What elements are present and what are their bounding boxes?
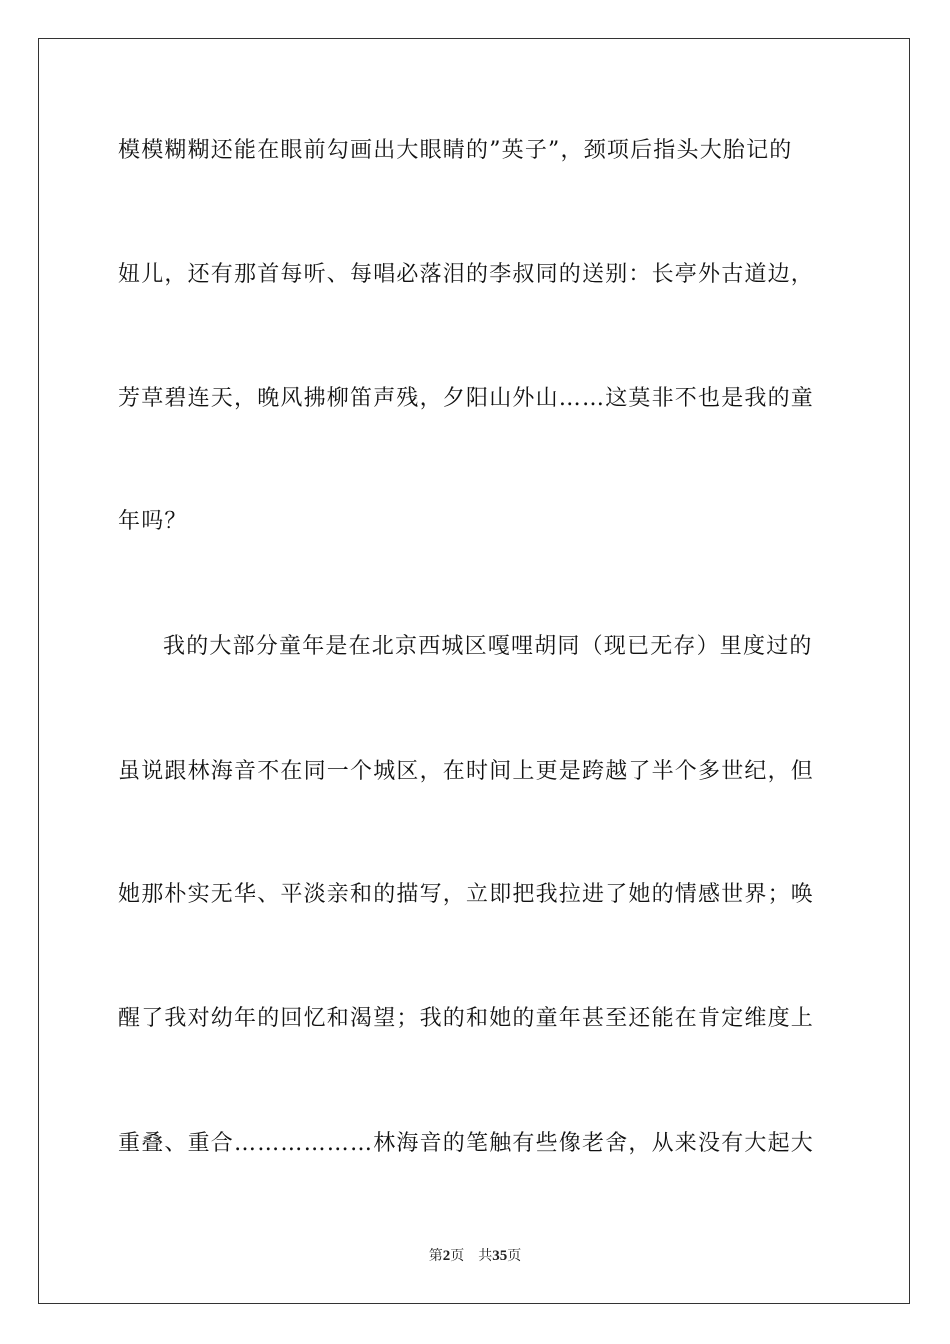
body-text-line-2: 妞儿，还有那首每听、每唱必落泪的李叔同的送别：长亭外古道边， xyxy=(118,262,815,287)
total-unit: 页 xyxy=(507,1248,522,1264)
total-prefix: 共 xyxy=(478,1248,493,1264)
body-text-line-6: 虽说跟林海音不在同一个城区，在时间上更是跨越了半个多世纪，但 xyxy=(118,759,815,784)
body-text-line-3: 芳草碧连天，晚风拂柳笛声残，夕阳山外山……这莫非不也是我的童 xyxy=(118,386,815,411)
page-footer xyxy=(0,1247,950,1265)
page-unit: 页 xyxy=(450,1248,465,1264)
page-border xyxy=(38,38,910,1304)
total-page-count: 35 xyxy=(492,1248,508,1264)
body-text-line-7: 她那朴实无华、平淡亲和的描写，立即把我拉进了她的情感世界；唤 xyxy=(118,882,815,907)
body-text-line-1: 模模糊糊还能在眼前勾画出大眼睛的”英子”，颈项后指头大胎记的 xyxy=(118,138,793,163)
body-text-line-9: 重叠、重合………………林海音的笔触有些像老舍，从来没有大起大 xyxy=(118,1131,815,1156)
current-page-number: 2 xyxy=(442,1248,451,1264)
body-text-line-4: 年吗？ xyxy=(118,509,188,534)
body-text-line-5: 我的大部分童年是在北京西城区嘎哩胡同（现已无存）里度过的 xyxy=(163,634,813,659)
page-prefix: 第 xyxy=(428,1248,443,1264)
body-text-line-8: 醒了我对幼年的回忆和渴望；我的和她的童年甚至还能在肯定维度上 xyxy=(118,1006,815,1031)
